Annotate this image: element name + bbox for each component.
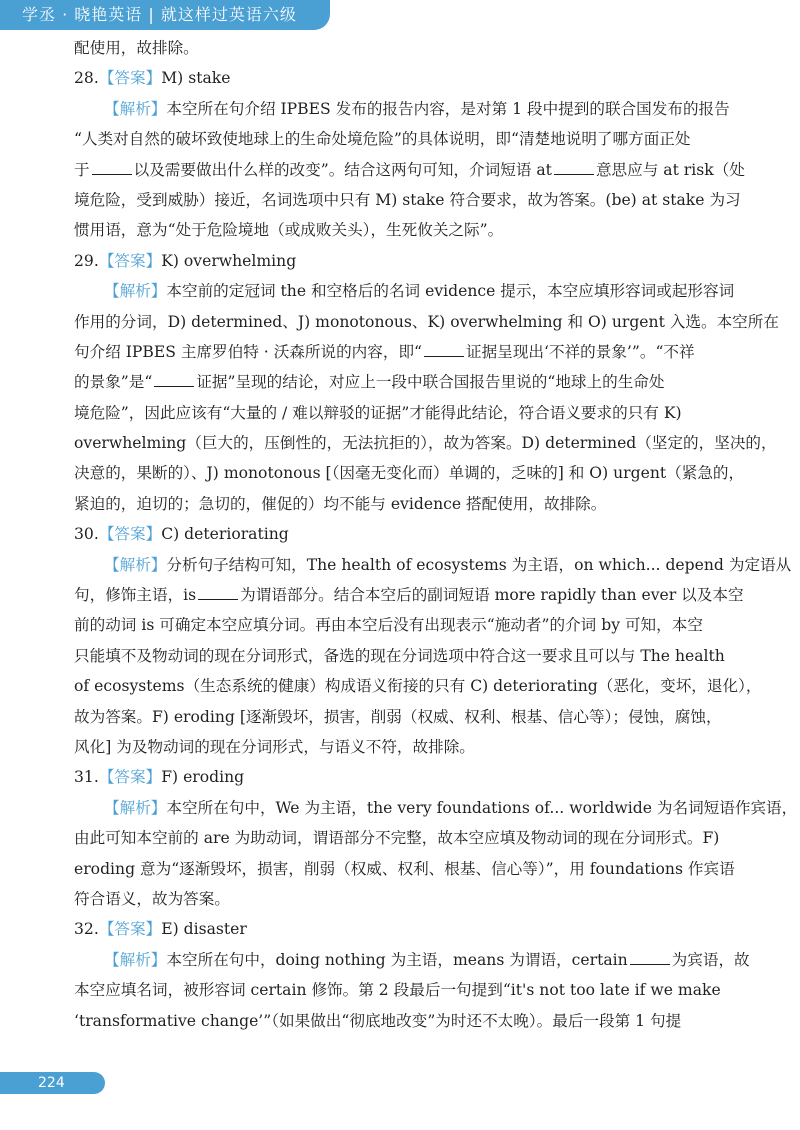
answer-blank <box>154 372 194 387</box>
text-line <box>74 707 744 729</box>
question-number: 32. <box>74 920 99 939</box>
line-text: 由此可知本空前的 are 为助动词，谓语部分不完整，故本空应填及物动词的现在分词形式。F) <box>74 829 720 848</box>
line-text: K) overwhelming <box>161 251 297 270</box>
text-line <box>74 980 744 1002</box>
running-header: 学丞 · 晓艳英语 | 就这样过英语六级 <box>0 0 330 30</box>
answer-line <box>74 767 744 789</box>
line-text: 配使用，故排除。 <box>74 39 199 57</box>
line-text: F) eroding <box>161 768 245 787</box>
text-line <box>74 160 744 182</box>
line-text: 于 <box>74 160 90 179</box>
text-line <box>74 38 744 60</box>
line-text: 以及需要做出什么样的改变”。结合这两句可知，介词短语 at <box>133 160 552 179</box>
analysis-line <box>74 950 750 972</box>
label-tag: 【解析】 <box>104 555 167 574</box>
answer-blank <box>424 342 464 357</box>
line-text: E) disaster <box>161 920 247 939</box>
text-line <box>74 463 744 485</box>
line-text: 本空所在句中，We 为主语，the very foundations of... worldwide 为名词短语作宾语， <box>166 798 798 817</box>
line-text: 只能填不及物动词的现在分词形式，备选的现在分词选项中符合这一要求且可以与 The health <box>74 646 725 665</box>
label-tag: 【答案】 <box>98 768 162 787</box>
line-text: 为宾语，故 <box>671 950 750 969</box>
answer-blank <box>92 160 132 175</box>
line-text: 前的动词 is 可确定本空应填分词。再由本空后没有出现表示“施动者”的介词 by 可知，本空 <box>74 616 703 635</box>
line-text: 惯用语，意为“处于危险境地（或成败关头），生死攸关之际”。 <box>74 221 504 240</box>
label-tag: 【解析】 <box>104 950 167 969</box>
line-text: 本空前的定冠词 the 和空格后的名词 evidence 提示，本空应填形容词或起形容词 <box>166 282 735 301</box>
answer-line <box>74 919 744 941</box>
text-line <box>74 190 744 212</box>
text-line <box>74 129 744 151</box>
text-line <box>74 737 744 759</box>
answer-line <box>74 524 744 546</box>
text-line <box>74 585 744 607</box>
label-tag: 【答案】 <box>98 251 162 270</box>
line-text: 本空所在句介绍 IPBES 发布的报告内容，是对第 1 段中提到的联合国发布的报告 <box>166 99 730 118</box>
line-text: 风化] 为及物动词的现在分词形式，与语义不符，故排除。 <box>74 737 475 756</box>
text-line <box>74 220 744 242</box>
label-tag: 【答案】 <box>98 69 162 88</box>
text-line <box>74 676 762 698</box>
answer-line <box>74 68 744 90</box>
text-line <box>74 494 744 516</box>
line-text: M) stake <box>161 69 231 88</box>
question-number: 30. <box>74 525 99 544</box>
analysis-line <box>74 555 792 577</box>
line-text: 符合语义，故为答案。 <box>74 889 230 908</box>
text-line <box>74 859 744 881</box>
analysis-line <box>74 99 744 121</box>
line-text: 句介绍 IPBES 主席罗伯特 · 沃森所说的内容，即“ <box>74 342 423 361</box>
label-tag: 【解析】 <box>104 99 167 118</box>
text-line <box>74 342 744 364</box>
line-text: 境危险”，因此应该有“大量的 / 难以辩驳的证据”才能得此结论，符合语义要求的只有 K) <box>74 403 682 422</box>
line-text: 故为答案。F) eroding [逐渐毁坏，损害，削弱（权威、权利、根基、信心等）；侵蚀，腐蚀， <box>74 707 722 726</box>
line-text: 作用的分词，D) determined、J) monotonous、K) overwhelming 和 O) urgent 入选。本空所在 <box>74 312 779 331</box>
question-number: 31. <box>74 768 99 787</box>
line-text: overwhelming（巨大的，压倒性的，无法抗拒的），故为答案。D) determined（坚定的，坚决的， <box>74 434 777 453</box>
analysis-line <box>74 281 744 303</box>
line-text: 句，修饰主语，is <box>74 586 197 605</box>
text-line <box>74 312 779 334</box>
text-line <box>74 889 744 911</box>
analysis-line <box>74 798 798 820</box>
text-line <box>74 646 744 668</box>
label-tag: 【解析】 <box>104 282 167 301</box>
answer-line <box>74 251 744 273</box>
line-text: 意思应与 at risk（处 <box>595 160 745 179</box>
question-number: 28. <box>74 69 99 88</box>
line-text: 本空所在句中，doing nothing 为主语，means 为谓语，certain <box>166 950 628 969</box>
line-text: 分析句子结构可知，The health of ecosystems 为主语，on which... depend 为定语从 <box>166 555 792 574</box>
line-text: of ecosystems（生态系统的健康）构成语义衔接的只有 C) deteriorating（恶化，变坏，退化）， <box>74 677 762 696</box>
page-body <box>74 38 798 1041</box>
line-text: C) deteriorating <box>161 525 289 544</box>
answer-blank <box>554 160 594 175</box>
line-text: 证据”呈现的结论，对应上一段中联合国报告里说的“地球上的生命处 <box>196 373 665 392</box>
line-text: “人类对自然的破坏致使地球上的生命处境危险”的具体说明，即“清楚地说明了哪方面正处 <box>74 130 691 149</box>
line-text: 境危险，受到威胁）接近，名词选项中只有 M) stake 符合要求，故为答案。(be) at stake 为习 <box>74 190 741 209</box>
text-line <box>74 433 777 455</box>
label-tag: 【解析】 <box>104 798 167 817</box>
text-line <box>74 403 744 425</box>
answer-blank <box>198 585 238 600</box>
line-text: eroding 意为“逐渐毁坏，损害，削弱（权威、权利、根基、信心等）”，用 foundations 作宾语 <box>74 859 735 878</box>
text-line <box>74 615 744 637</box>
text-line <box>74 1011 744 1033</box>
text-line <box>74 828 744 850</box>
label-tag: 【答案】 <box>98 920 162 939</box>
line-text: 证据呈现出‘不祥的景象’”。“不祥 <box>466 342 695 361</box>
page-number: 224 <box>38 1075 65 1091</box>
line-text: 的景象”是“ <box>74 373 153 392</box>
line-text: 决意的，果断的）、J) monotonous [（因毫无变化而）单调的，乏味的] 和 O) urgent（紧急的， <box>74 464 745 483</box>
text-line <box>74 372 744 394</box>
line-text: 为谓语部分。结合本空后的副词短语 more rapidly than ever 以及本空 <box>240 586 744 605</box>
line-text: 本空应填名词，被形容词 certain 修饰。第 2 段最后一句提到“it's not too late if we make <box>74 981 721 1000</box>
answer-blank <box>630 950 670 965</box>
question-number: 29. <box>74 251 99 270</box>
line-text: ‘transformative change’”（如果做出“彻底地改变”为时还不太晚）。最后一段第 1 句提 <box>74 1011 682 1030</box>
line-text: 紧迫的，迫切的；急切的，催促的）均不能与 evidence 搭配使用，故排除。 <box>74 494 607 513</box>
label-tag: 【答案】 <box>98 525 162 544</box>
